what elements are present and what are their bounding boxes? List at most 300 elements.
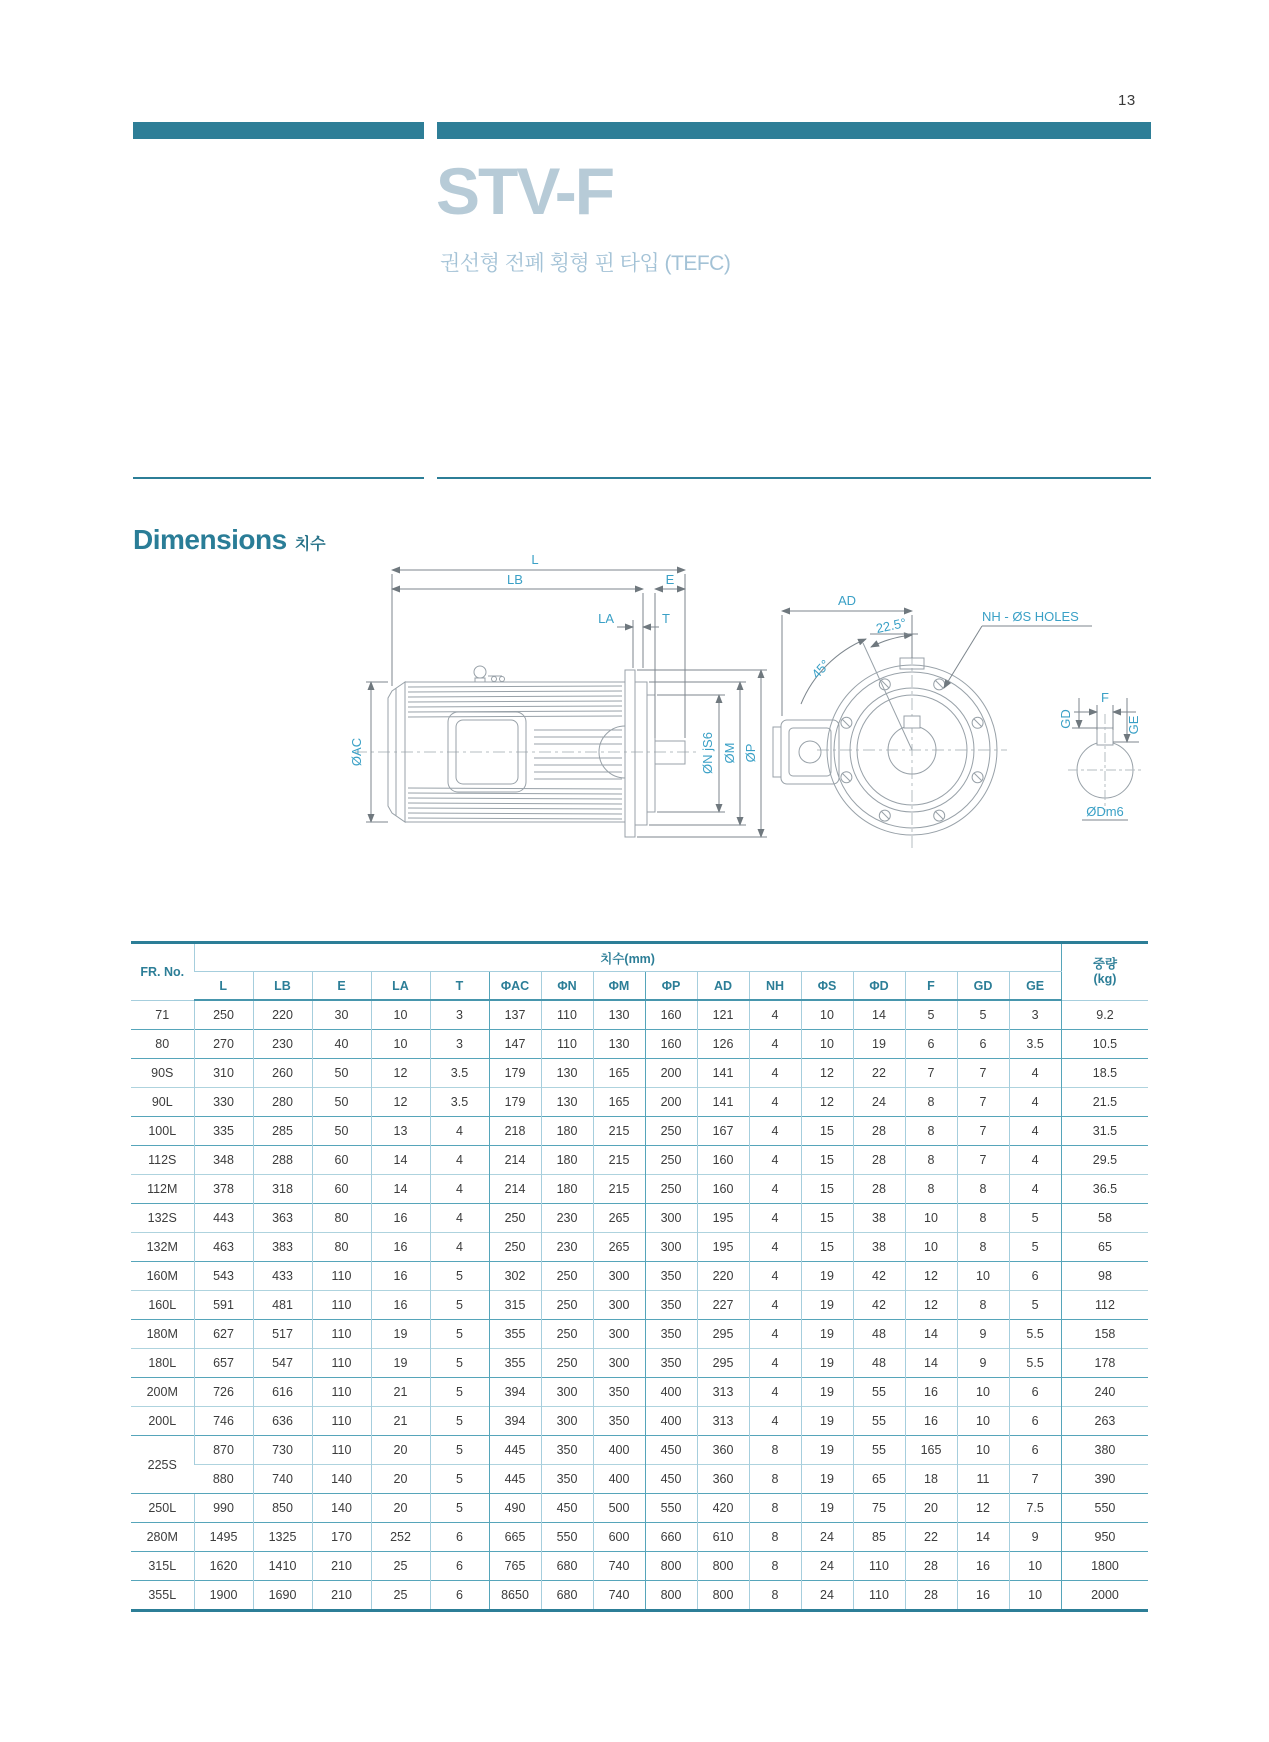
dim-cell: 5 <box>430 1494 489 1523</box>
dim-cell: 665 <box>489 1523 541 1552</box>
dim-cell: 445 <box>489 1436 541 1465</box>
dim-cell: 4 <box>749 1175 801 1204</box>
dim-cell: 180 <box>541 1175 593 1204</box>
dim-cell: 7 <box>957 1088 1009 1117</box>
dim-cell: 5 <box>957 1000 1009 1030</box>
table-row <box>131 1349 1148 1378</box>
dim-cell: 160 <box>645 1000 697 1030</box>
dim-cell: 5 <box>430 1291 489 1320</box>
fr-no-cell: 315L <box>131 1552 194 1581</box>
dim-cell: 55 <box>853 1407 905 1436</box>
dim-cell: 616 <box>253 1378 312 1407</box>
dim-cell: 4 <box>749 1291 801 1320</box>
fr-no-cell: 180M <box>131 1320 194 1349</box>
dim-label-l: L <box>531 552 539 567</box>
table-row <box>131 1030 1148 1059</box>
dim-cell: 600 <box>593 1523 645 1552</box>
weight-header-unit: (kg) <box>1093 971 1117 986</box>
dim-cell: 12 <box>371 1059 430 1088</box>
divider-rule-left <box>133 477 424 479</box>
dim-cell: 850 <box>253 1494 312 1523</box>
dim-cell: 165 <box>593 1059 645 1088</box>
dim-cell: 10 <box>957 1378 1009 1407</box>
weight-cell: 550 <box>1061 1494 1148 1523</box>
dim-cell: 288 <box>253 1146 312 1175</box>
dim-cell: 110 <box>312 1407 371 1436</box>
dim-cell: 4 <box>430 1117 489 1146</box>
dim-cell: 8 <box>905 1088 957 1117</box>
dim-cell: 85 <box>853 1523 905 1552</box>
dim-cell: 680 <box>541 1552 593 1581</box>
dim-cell: 110 <box>853 1581 905 1611</box>
dim-cell: 4 <box>430 1175 489 1204</box>
dim-cell: 1495 <box>194 1523 253 1552</box>
side-view-dimensions <box>366 570 767 837</box>
dim-cell: 433 <box>253 1262 312 1291</box>
dim-cell: 24 <box>853 1088 905 1117</box>
dim-cell: 110 <box>853 1552 905 1581</box>
dim-cell: 12 <box>801 1088 853 1117</box>
dim-cell: 394 <box>489 1378 541 1407</box>
dim-cell: 30 <box>312 1000 371 1030</box>
dim-cell: 4 <box>430 1146 489 1175</box>
dim-cell: 20 <box>905 1494 957 1523</box>
dim-cell: 6 <box>1009 1378 1061 1407</box>
dim-cell: 445 <box>489 1465 541 1494</box>
dim-cell: 400 <box>593 1465 645 1494</box>
dim-cell: 170 <box>312 1523 371 1552</box>
dim-cell: 302 <box>489 1262 541 1291</box>
dim-cell: 285 <box>253 1117 312 1146</box>
dim-cell: 463 <box>194 1233 253 1262</box>
dim-cell: 19 <box>801 1465 853 1494</box>
dim-cell: 4 <box>749 1117 801 1146</box>
dim-cell: 870 <box>194 1436 253 1465</box>
dim-cell: 10 <box>801 1000 853 1030</box>
section-title: Dimensions <box>133 524 287 555</box>
weight-cell: 158 <box>1061 1320 1148 1349</box>
dim-cell: 8650 <box>489 1581 541 1611</box>
dim-cell: 55 <box>853 1378 905 1407</box>
dim-cell: 990 <box>194 1494 253 1523</box>
dim-cell: 130 <box>541 1059 593 1088</box>
weight-cell: 29.5 <box>1061 1146 1148 1175</box>
dim-cell: 8 <box>957 1204 1009 1233</box>
dim-cell: 28 <box>853 1146 905 1175</box>
dim-cell: 9 <box>957 1349 1009 1378</box>
fr-no-cell: 200L <box>131 1407 194 1436</box>
table-row <box>131 1117 1148 1146</box>
dim-label-lb: LB <box>507 572 523 587</box>
page-number: 13 <box>1118 92 1136 109</box>
dim-label-t: T <box>662 611 670 626</box>
table-row <box>131 1523 1148 1552</box>
dim-cell: 300 <box>541 1407 593 1436</box>
dim-cell: 12 <box>801 1059 853 1088</box>
dim-cell: 6 <box>1009 1262 1061 1291</box>
dim-cell: 800 <box>645 1581 697 1611</box>
dim-cell: 12 <box>905 1262 957 1291</box>
dim-cell: 60 <box>312 1146 371 1175</box>
dim-cell: 9 <box>957 1320 1009 1349</box>
top-accent-bar-right <box>437 122 1151 139</box>
weight-cell: 178 <box>1061 1349 1148 1378</box>
fr-no-cell: 90L <box>131 1088 194 1117</box>
dim-cell: 313 <box>697 1378 749 1407</box>
dim-cell: 4 <box>1009 1088 1061 1117</box>
dim-cell: 48 <box>853 1320 905 1349</box>
table-row <box>131 1552 1148 1581</box>
column-header: NH <box>749 972 801 1001</box>
dim-cell: 800 <box>697 1552 749 1581</box>
dim-cell: 450 <box>645 1436 697 1465</box>
dim-cell: 4 <box>749 1146 801 1175</box>
divider-rule-right <box>437 477 1151 479</box>
dim-cell: 250 <box>541 1349 593 1378</box>
weight-cell: 18.5 <box>1061 1059 1148 1088</box>
dim-cell: 8 <box>749 1494 801 1523</box>
dim-cell: 8 <box>905 1146 957 1175</box>
dim-cell: 15 <box>801 1204 853 1233</box>
dim-cell: 250 <box>645 1175 697 1204</box>
dim-cell: 227 <box>697 1291 749 1320</box>
dim-cell: 28 <box>905 1581 957 1611</box>
dim-cell: 350 <box>541 1436 593 1465</box>
column-header: GD <box>957 972 1009 1001</box>
dim-cell: 350 <box>593 1378 645 1407</box>
dim-cell: 4 <box>749 1407 801 1436</box>
fr-no-cell: 355L <box>131 1581 194 1611</box>
dim-cell: 313 <box>697 1407 749 1436</box>
dim-cell: 295 <box>697 1320 749 1349</box>
dim-cell: 5 <box>1009 1233 1061 1262</box>
dim-cell: 4 <box>1009 1059 1061 1088</box>
dim-cell: 3.5 <box>430 1088 489 1117</box>
dim-cell: 880 <box>194 1465 253 1494</box>
dim-cell: 110 <box>541 1030 593 1059</box>
dim-cell: 180 <box>541 1117 593 1146</box>
column-header: LA <box>371 972 430 1001</box>
dim-cell: 1325 <box>253 1523 312 1552</box>
dim-cell: 265 <box>593 1233 645 1262</box>
dim-cell: 24 <box>801 1581 853 1611</box>
dim-cell: 591 <box>194 1291 253 1320</box>
dim-cell: 543 <box>194 1262 253 1291</box>
dim-cell: 660 <box>645 1523 697 1552</box>
dim-cell: 8 <box>957 1233 1009 1262</box>
dim-cell: 1620 <box>194 1552 253 1581</box>
dims-group-header: 치수(mm) <box>194 943 1061 972</box>
dim-label-f: F <box>1101 690 1109 705</box>
dim-cell: 3 <box>1009 1000 1061 1030</box>
dim-cell: 14 <box>371 1175 430 1204</box>
dim-cell: 250 <box>489 1204 541 1233</box>
dimension-table-container <box>131 941 1151 1612</box>
dim-cell: 50 <box>312 1088 371 1117</box>
dim-cell: 16 <box>371 1233 430 1262</box>
dim-cell: 740 <box>593 1552 645 1581</box>
dim-cell: 214 <box>489 1175 541 1204</box>
dim-cell: 4 <box>749 1030 801 1059</box>
dim-cell: 7.5 <box>1009 1494 1061 1523</box>
dim-cell: 220 <box>697 1262 749 1291</box>
dim-cell: 160 <box>697 1146 749 1175</box>
dim-label-p: ØP <box>743 743 758 763</box>
dim-cell: 250 <box>645 1146 697 1175</box>
column-header: LB <box>253 972 312 1001</box>
dim-cell: 110 <box>312 1349 371 1378</box>
dim-cell: 8 <box>749 1465 801 1494</box>
dim-cell: 110 <box>312 1320 371 1349</box>
dim-cell: 10 <box>1009 1581 1061 1611</box>
dim-cell: 363 <box>253 1204 312 1233</box>
table-row <box>131 1233 1148 1262</box>
dim-cell: 300 <box>593 1320 645 1349</box>
fr-no-cell: 100L <box>131 1117 194 1146</box>
column-header: T <box>430 972 489 1001</box>
dim-cell: 167 <box>697 1117 749 1146</box>
dim-cell: 383 <box>253 1233 312 1262</box>
weight-cell: 240 <box>1061 1378 1148 1407</box>
fr-no-cell: 160M <box>131 1262 194 1291</box>
dim-cell: 265 <box>593 1204 645 1233</box>
dim-cell: 10 <box>905 1233 957 1262</box>
dim-cell: 800 <box>645 1552 697 1581</box>
dim-cell: 280 <box>253 1088 312 1117</box>
column-header: ΦD <box>853 972 905 1001</box>
dim-cell: 335 <box>194 1117 253 1146</box>
dim-cell: 318 <box>253 1175 312 1204</box>
dim-cell: 19 <box>853 1030 905 1059</box>
dim-cell: 215 <box>593 1146 645 1175</box>
dim-cell: 4 <box>749 1059 801 1088</box>
dim-cell: 195 <box>697 1204 749 1233</box>
dim-cell: 19 <box>801 1262 853 1291</box>
fr-no-cell: 71 <box>155 1007 170 1022</box>
dim-cell: 400 <box>593 1436 645 1465</box>
dim-cell: 165 <box>593 1088 645 1117</box>
dim-cell: 800 <box>697 1581 749 1611</box>
dim-cell: 65 <box>853 1465 905 1494</box>
dim-cell: 1900 <box>194 1581 253 1611</box>
dim-cell: 730 <box>253 1436 312 1465</box>
dim-cell: 200 <box>645 1059 697 1088</box>
dim-cell: 16 <box>957 1581 1009 1611</box>
table-row <box>131 1407 1148 1436</box>
dim-label-d: ØDm6 <box>1086 804 1124 819</box>
weight-header <box>1061 943 1148 1001</box>
dim-cell: 15 <box>801 1175 853 1204</box>
dim-cell: 7 <box>957 1059 1009 1088</box>
dim-cell: 22 <box>853 1059 905 1088</box>
dim-cell: 19 <box>801 1349 853 1378</box>
dim-cell: 40 <box>312 1030 371 1059</box>
table-row <box>131 1436 1148 1465</box>
dim-cell: 110 <box>541 1000 593 1030</box>
fr-no-cell: 112S <box>131 1146 194 1175</box>
dim-cell: 300 <box>593 1262 645 1291</box>
dim-cell: 5 <box>430 1465 489 1494</box>
column-header: ΦAC <box>489 972 541 1001</box>
dim-cell: 18 <box>905 1465 957 1494</box>
dim-cell: 420 <box>697 1494 749 1523</box>
dim-cell: 250 <box>645 1117 697 1146</box>
dim-cell: 350 <box>645 1291 697 1320</box>
dim-cell: 141 <box>697 1088 749 1117</box>
dim-cell: 179 <box>489 1088 541 1117</box>
dim-label-n: ØN jS6 <box>700 732 715 774</box>
dim-cell: 21 <box>371 1407 430 1436</box>
dim-cell: 16 <box>905 1378 957 1407</box>
dim-cell: 38 <box>853 1233 905 1262</box>
dim-cell: 300 <box>645 1204 697 1233</box>
dim-cell: 250 <box>541 1320 593 1349</box>
table-row <box>131 1262 1148 1291</box>
dim-cell: 19 <box>801 1320 853 1349</box>
dim-cell: 10 <box>371 1000 430 1030</box>
dim-cell: 4 <box>749 1349 801 1378</box>
dim-cell: 8 <box>957 1291 1009 1320</box>
dim-cell: 378 <box>194 1175 253 1204</box>
column-header: ΦM <box>593 972 645 1001</box>
dim-label-ac: ØAC <box>349 737 364 767</box>
dim-cell: 627 <box>194 1320 253 1349</box>
dim-cell: 215 <box>593 1175 645 1204</box>
drawing-labels <box>349 552 1141 819</box>
dim-cell: 230 <box>541 1204 593 1233</box>
dim-cell: 10 <box>371 1030 430 1059</box>
dim-cell: 1410 <box>253 1552 312 1581</box>
dim-cell: 147 <box>489 1030 541 1059</box>
weight-cell: 58 <box>1061 1204 1148 1233</box>
dim-cell: 400 <box>645 1407 697 1436</box>
dim-cell: 126 <box>697 1030 749 1059</box>
table-row <box>131 1581 1148 1611</box>
dim-cell: 6 <box>957 1030 1009 1059</box>
eye-bolt <box>474 666 505 682</box>
dim-cell: 141 <box>697 1059 749 1088</box>
dim-cell: 300 <box>593 1349 645 1378</box>
weight-cell: 65 <box>1061 1233 1148 1262</box>
dim-cell: 5 <box>1009 1204 1061 1233</box>
dim-cell: 50 <box>312 1117 371 1146</box>
dim-cell: 19 <box>371 1349 430 1378</box>
dim-cell: 9 <box>1009 1523 1061 1552</box>
weight-cell: 950 <box>1061 1523 1148 1552</box>
dim-cell: 260 <box>253 1059 312 1088</box>
fr-no-cell: 160L <box>131 1291 194 1320</box>
dim-cell: 160 <box>645 1030 697 1059</box>
dim-cell: 10 <box>1009 1552 1061 1581</box>
dim-cell: 80 <box>312 1233 371 1262</box>
dim-cell: 5.5 <box>1009 1349 1061 1378</box>
dim-cell: 75 <box>853 1494 905 1523</box>
dim-cell: 19 <box>801 1291 853 1320</box>
dim-cell: 481 <box>253 1291 312 1320</box>
dim-cell: 8 <box>749 1436 801 1465</box>
dim-cell: 8 <box>749 1552 801 1581</box>
weight-cell: 112 <box>1061 1291 1148 1320</box>
dim-cell: 7 <box>1009 1465 1061 1494</box>
page-title: STV-F <box>436 154 614 228</box>
fr-no-cell: 90S <box>131 1059 194 1088</box>
fr-no-cell: 200M <box>131 1378 194 1407</box>
dim-cell: 16 <box>905 1407 957 1436</box>
dim-cell: 42 <box>853 1291 905 1320</box>
column-header: GE <box>1009 972 1061 1001</box>
column-header: AD <box>697 972 749 1001</box>
dim-cell: 746 <box>194 1407 253 1436</box>
dim-cell: 14 <box>957 1523 1009 1552</box>
dim-cell: 10 <box>957 1262 1009 1291</box>
dim-cell: 360 <box>697 1465 749 1494</box>
dim-cell: 300 <box>541 1378 593 1407</box>
column-header: ΦP <box>645 972 697 1001</box>
dim-cell: 4 <box>749 1262 801 1291</box>
fr-no-cell: 112M <box>131 1175 194 1204</box>
dim-cell: 450 <box>541 1494 593 1523</box>
dim-cell: 3 <box>430 1000 489 1030</box>
dim-cell: 450 <box>645 1465 697 1494</box>
dim-cell: 130 <box>593 1030 645 1059</box>
dim-cell: 6 <box>1009 1436 1061 1465</box>
dim-cell: 80 <box>312 1204 371 1233</box>
weight-cell: 2000 <box>1061 1581 1148 1611</box>
dim-cell: 3 <box>430 1030 489 1059</box>
dim-cell: 24 <box>801 1552 853 1581</box>
dim-cell: 250 <box>541 1262 593 1291</box>
dim-cell: 22 <box>905 1523 957 1552</box>
weight-header-ko: 중량 <box>1092 957 1118 972</box>
dim-cell: 220 <box>253 1000 312 1030</box>
dim-cell: 55 <box>853 1436 905 1465</box>
fr-no-cell: 180L <box>131 1349 194 1378</box>
column-header: ΦN <box>541 972 593 1001</box>
angle-label-45: 45° <box>808 656 833 682</box>
dim-cell: 48 <box>853 1349 905 1378</box>
dim-cell: 547 <box>253 1349 312 1378</box>
weight-cell: 36.5 <box>1061 1175 1148 1204</box>
dim-cell: 4 <box>1009 1146 1061 1175</box>
dim-cell: 14 <box>371 1146 430 1175</box>
dim-cell: 15 <box>801 1146 853 1175</box>
dim-cell: 310 <box>194 1059 253 1088</box>
table-row <box>131 1291 1148 1320</box>
dim-cell: 5.5 <box>1009 1320 1061 1349</box>
dim-cell: 160 <box>697 1175 749 1204</box>
dim-cell: 19 <box>801 1436 853 1465</box>
dim-cell: 6 <box>430 1552 489 1581</box>
fr-no-cell: 132S <box>131 1204 194 1233</box>
dim-cell: 6 <box>430 1581 489 1611</box>
dim-cell: 4 <box>430 1204 489 1233</box>
dim-cell: 490 <box>489 1494 541 1523</box>
dim-cell: 6 <box>905 1030 957 1059</box>
dim-cell: 4 <box>1009 1117 1061 1146</box>
dim-cell: 6 <box>430 1523 489 1552</box>
weight-cell: 263 <box>1061 1407 1148 1436</box>
dim-cell: 350 <box>645 1320 697 1349</box>
fr-no-cell: 225S <box>131 1436 194 1494</box>
dim-cell: 5 <box>905 1000 957 1030</box>
column-header: E <box>312 972 371 1001</box>
dim-cell: 42 <box>853 1262 905 1291</box>
table-row <box>131 1000 1148 1030</box>
dim-cell: 180 <box>541 1146 593 1175</box>
column-header-row <box>131 972 1148 1001</box>
weight-cell: 10.5 <box>1061 1030 1148 1059</box>
dimension-table <box>131 941 1148 1612</box>
